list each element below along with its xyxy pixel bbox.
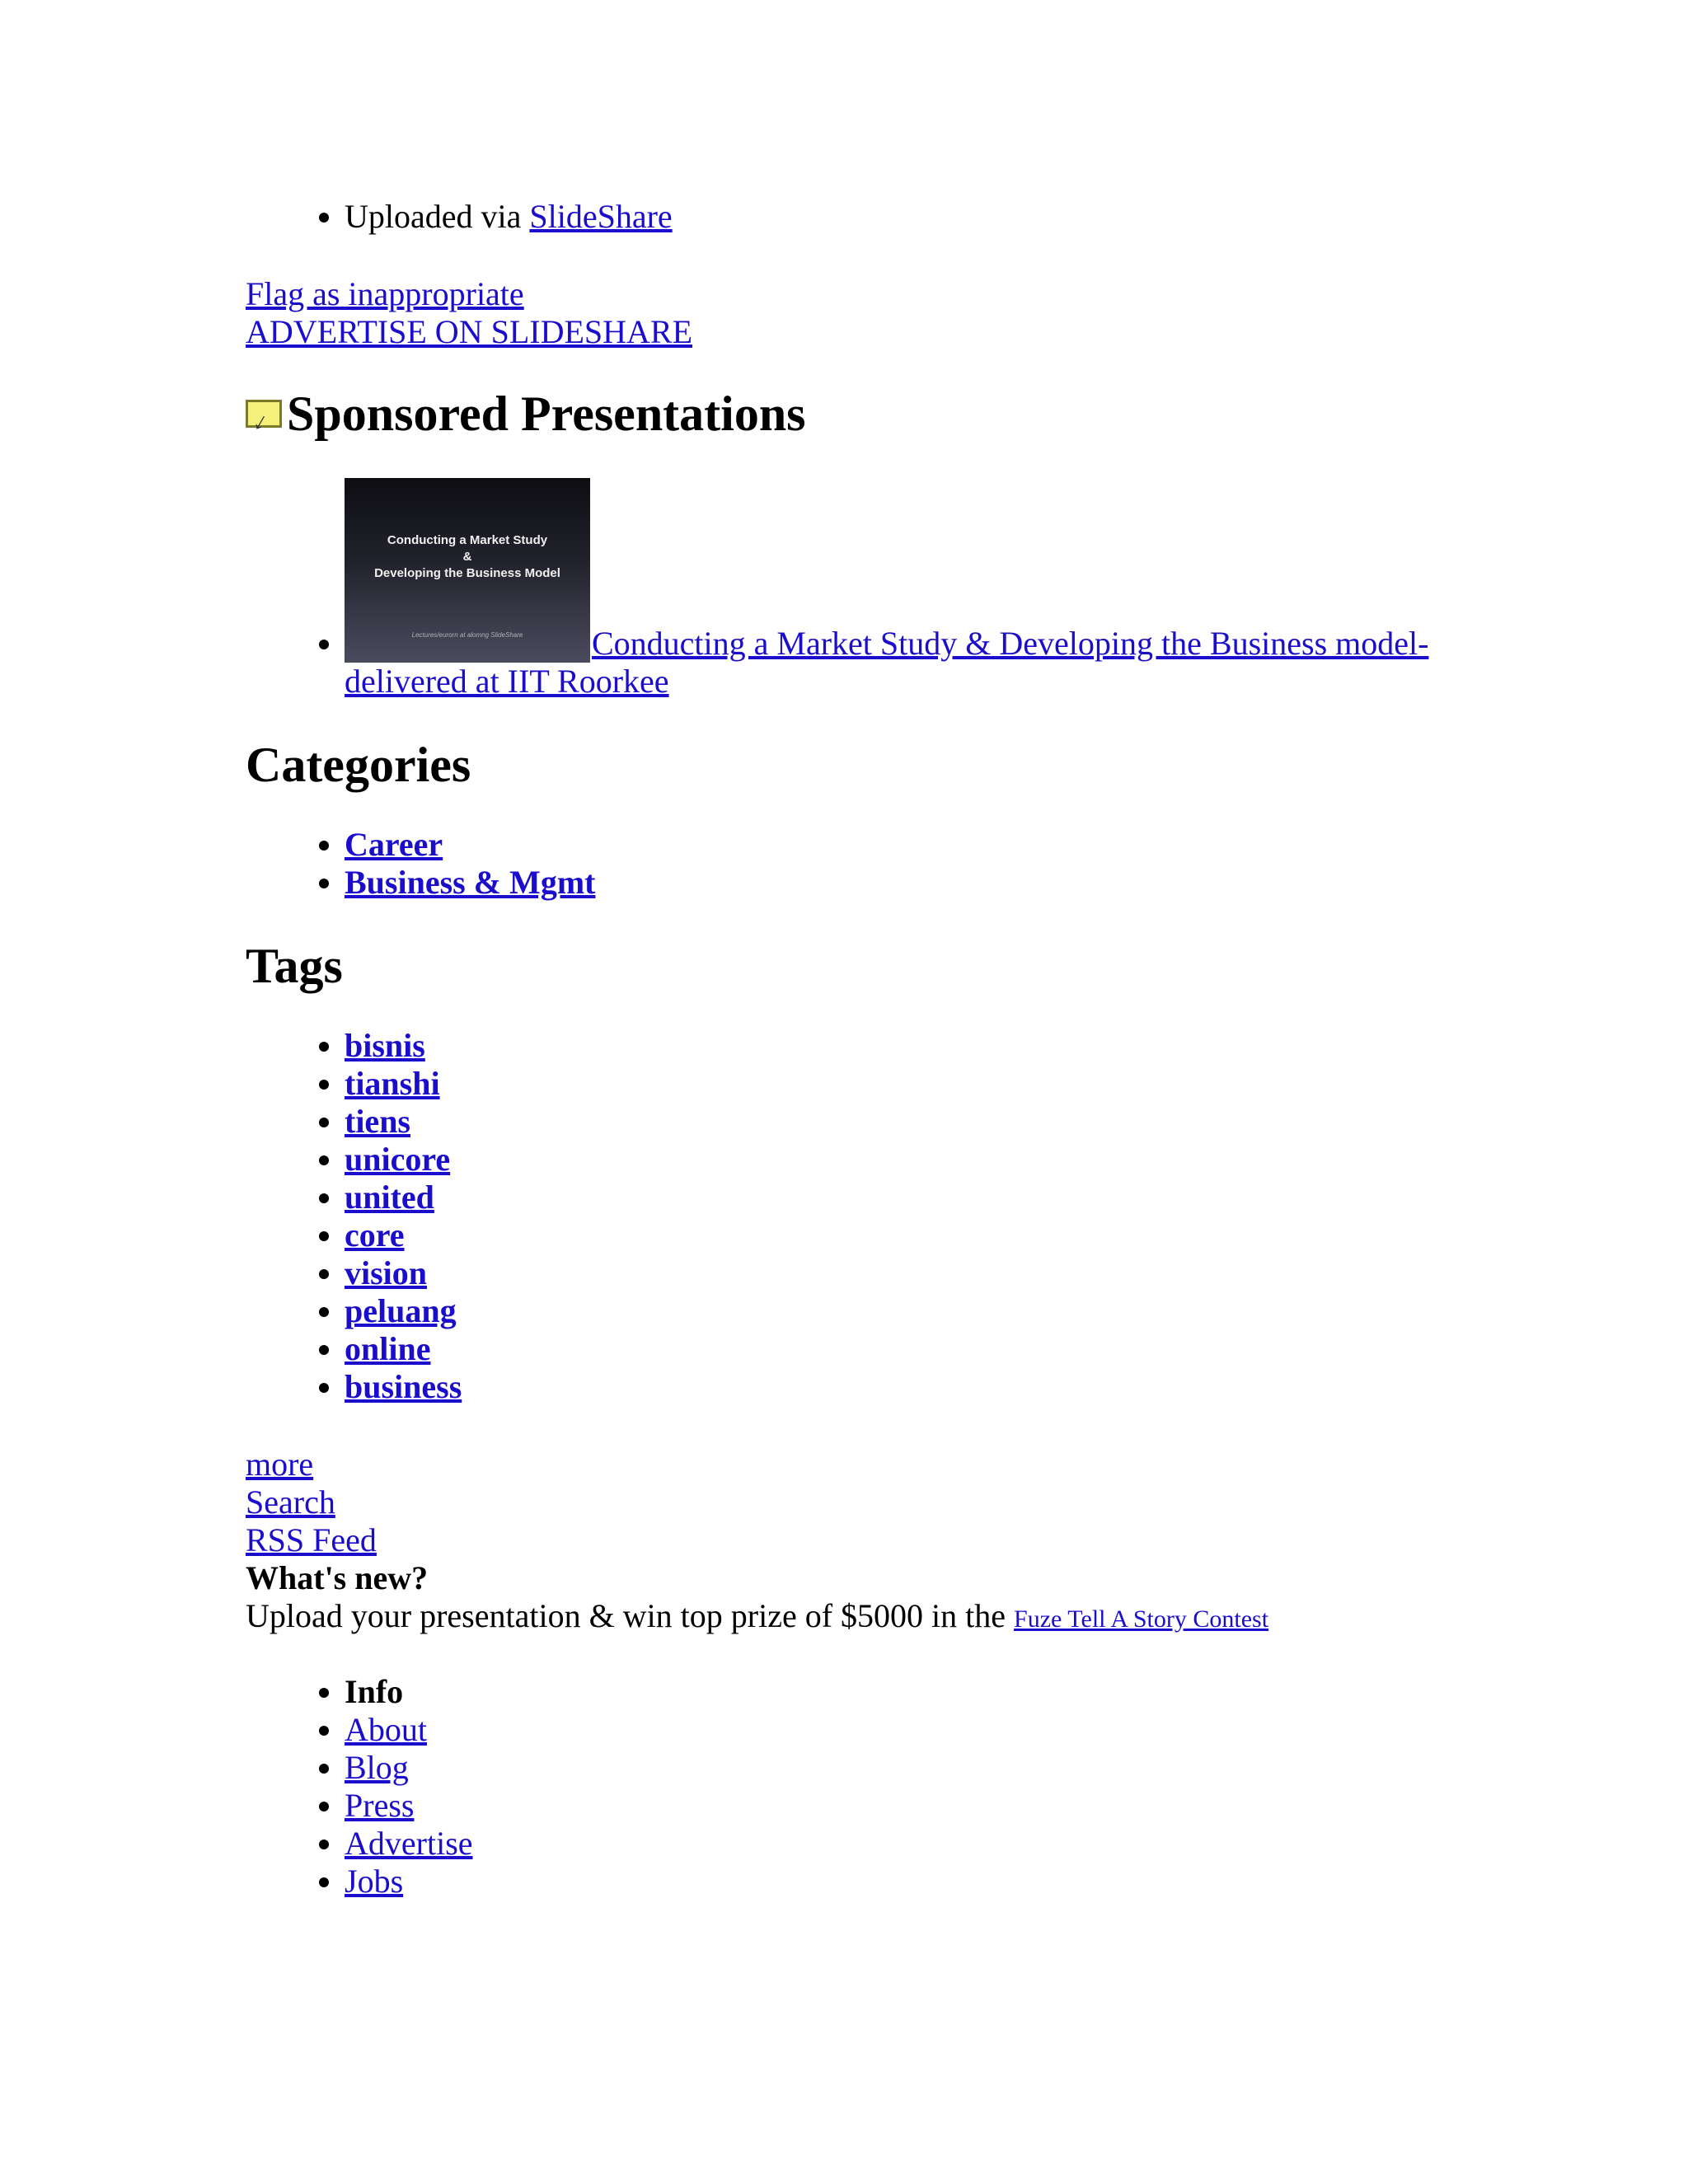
press-link[interactable]: Press	[345, 1787, 415, 1824]
sponsored-presentations-heading	[246, 386, 1531, 442]
tag-link-tiens[interactable]: tiens	[345, 1103, 410, 1140]
page-content	[246, 0, 1531, 1900]
tag-link-tianshi[interactable]: tianshi	[345, 1065, 440, 1102]
category-item	[345, 826, 1531, 864]
tag-link-vision[interactable]: vision	[345, 1254, 428, 1291]
tag-item	[345, 1292, 1531, 1330]
about-link[interactable]: About	[345, 1711, 427, 1748]
slideshare-link[interactable]: SlideShare	[529, 198, 673, 235]
tag-item	[345, 1027, 1531, 1065]
info-item	[345, 1749, 1531, 1787]
category-item	[345, 864, 1531, 902]
tag-item	[345, 1179, 1531, 1216]
tag-link-business[interactable]: business	[345, 1368, 462, 1405]
tag-link-online[interactable]: online	[345, 1330, 431, 1367]
info-label: • Info	[345, 1673, 1531, 1711]
more-tags-link[interactable]: more	[246, 1446, 314, 1483]
tag-item	[345, 1368, 1531, 1406]
tags-list	[246, 1027, 1531, 1406]
thumbnail-footer: Lectures/eurorn at alomng SlideShare	[411, 631, 523, 639]
category-link-career[interactable]: Career	[345, 826, 443, 863]
info-item	[345, 1825, 1531, 1863]
tag-link-peluang[interactable]: peluang	[345, 1292, 457, 1329]
sponsor-icon	[246, 400, 282, 428]
rss-feed-link[interactable]: RSS Feed	[246, 1521, 377, 1558]
tag-item	[345, 1103, 1531, 1141]
info-item	[345, 1863, 1531, 1900]
fuze-contest-link[interactable]: Fuze Tell A Story Contest	[1014, 1605, 1269, 1633]
info-item	[345, 1711, 1531, 1749]
info-item	[345, 1787, 1531, 1825]
advertise-on-slideshare-link[interactable]: ADVERTISE ON SLIDESHARE	[246, 313, 693, 350]
categories-heading: Categories	[246, 738, 471, 792]
sponsored-list	[246, 478, 1531, 701]
info-list	[246, 1673, 1531, 1900]
tag-item	[345, 1330, 1531, 1368]
tag-item	[345, 1141, 1531, 1179]
whats-new-section	[246, 1559, 1531, 1638]
uploaded-prefix: Uploaded via	[345, 198, 522, 235]
sponsored-presentation-link[interactable]: Conducting a Market Study & Developing the Business model- delivered at IIT Roorkee	[345, 625, 1429, 700]
tags-heading: Tags	[246, 939, 343, 993]
search-link[interactable]: Search	[246, 1483, 335, 1521]
category-link-business-mgmt[interactable]: Business & Mgmt	[345, 864, 596, 901]
uploaded-item	[345, 198, 1531, 236]
flag-inappropriate-link[interactable]: Flag as inappropriate	[246, 275, 524, 312]
tag-item	[345, 1065, 1531, 1103]
categories-list	[246, 826, 1531, 902]
presentation-thumbnail[interactable]	[345, 478, 590, 663]
advertise-link[interactable]: Advertise	[345, 1825, 473, 1862]
tag-link-unicore[interactable]: unicore	[345, 1141, 451, 1178]
uploaded-list	[246, 198, 1531, 236]
tag-item	[345, 1216, 1531, 1254]
whats-new-label: What's new?	[246, 1559, 429, 1596]
blog-link[interactable]: Blog	[345, 1749, 409, 1786]
thumbnail-title-line-2: &	[462, 550, 472, 564]
whats-new-text: Upload your presentation & win top prize of $5000 in the	[246, 1597, 1015, 1634]
tag-link-united[interactable]: united	[345, 1179, 434, 1216]
sponsored-item	[345, 478, 1531, 701]
thumbnail-title-line-3: Developing the Business Model	[374, 566, 560, 580]
sponsored-heading-text: Sponsored Presentations	[287, 387, 806, 441]
tag-item	[345, 1254, 1531, 1292]
thumbnail-title-line-1: • Conducting a Market Study	[387, 533, 548, 547]
tag-link-bisnis[interactable]: bisnis	[345, 1027, 425, 1064]
tag-link-core[interactable]: core	[345, 1216, 405, 1254]
jobs-link[interactable]: Jobs	[345, 1863, 404, 1900]
